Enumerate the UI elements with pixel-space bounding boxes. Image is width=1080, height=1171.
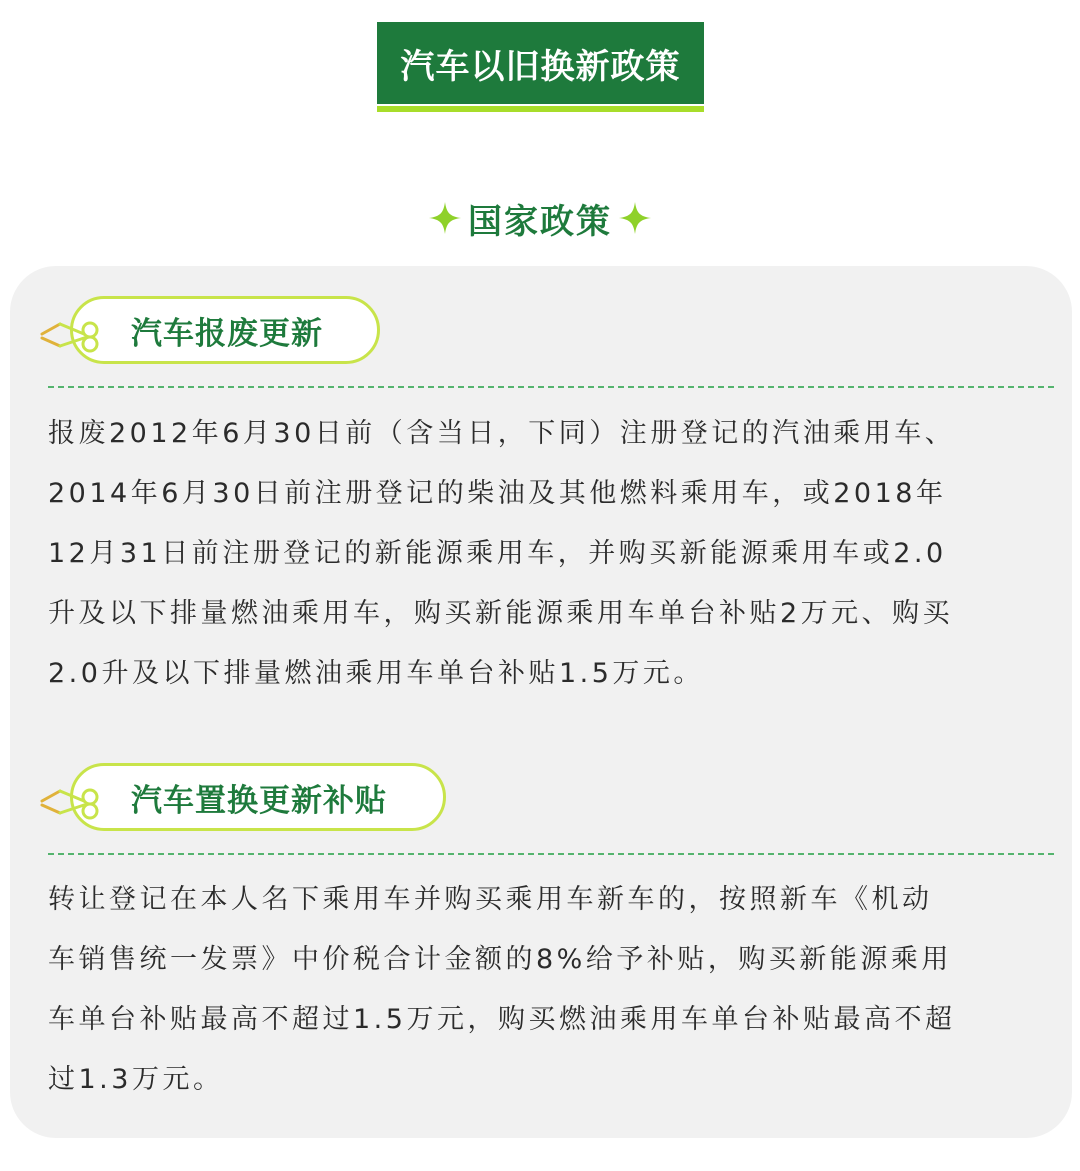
page-title: 汽车以旧换新政策 xyxy=(377,22,704,104)
scissors-icon xyxy=(40,781,106,821)
policy-card xyxy=(10,266,1072,1138)
paragraph-line: 过1.3万元。 xyxy=(48,1064,224,1095)
section-heading-text: 国家政策 xyxy=(468,201,612,242)
dashed-divider xyxy=(48,386,1054,388)
scissors-icon xyxy=(40,314,106,354)
sparkle-star-icon xyxy=(618,201,652,235)
item-paragraph xyxy=(48,404,1054,704)
paragraph-line: 报废2012年6月30日前（含当日，下同）注册登记的汽油乘用车、 xyxy=(48,418,956,449)
sparkle-star-icon xyxy=(428,201,462,235)
title-underline xyxy=(377,106,704,112)
paragraph-line: 2014年6月30日前注册登记的柴油及其他燃料乘用车，或2018年 xyxy=(48,478,947,509)
paragraph-line: 车销售统一发票》中价税合计金额的8%给予补贴，购买新能源乘用 xyxy=(48,944,952,975)
paragraph-line: 2.0升及以下排量燃油乘用车单台补贴1.5万元。 xyxy=(48,658,704,689)
paragraph-line: 升及以下排量燃油乘用车，购买新能源乘用车单台补贴2万元、购买 xyxy=(48,598,954,629)
paragraph-line: 车单台补贴最高不超过1.5万元，购买燃油乘用车单台补贴最高不超 xyxy=(48,1004,956,1035)
title-banner xyxy=(377,22,704,112)
item-label-pill xyxy=(70,763,446,831)
paragraph-line: 转让登记在本人名下乘用车并购买乘用车新车的，按照新车《机动 xyxy=(48,884,933,915)
item-label-pill xyxy=(70,296,380,364)
dashed-divider xyxy=(48,853,1054,855)
item-paragraph xyxy=(48,870,1054,1110)
section-heading xyxy=(0,190,1080,246)
item-label: 汽车报废更新 xyxy=(131,315,323,352)
paragraph-line: 12月31日前注册登记的新能源乘用车，并购买新能源乘用车或2.0 xyxy=(48,538,947,569)
item-label: 汽车置换更新补贴 xyxy=(131,782,387,819)
